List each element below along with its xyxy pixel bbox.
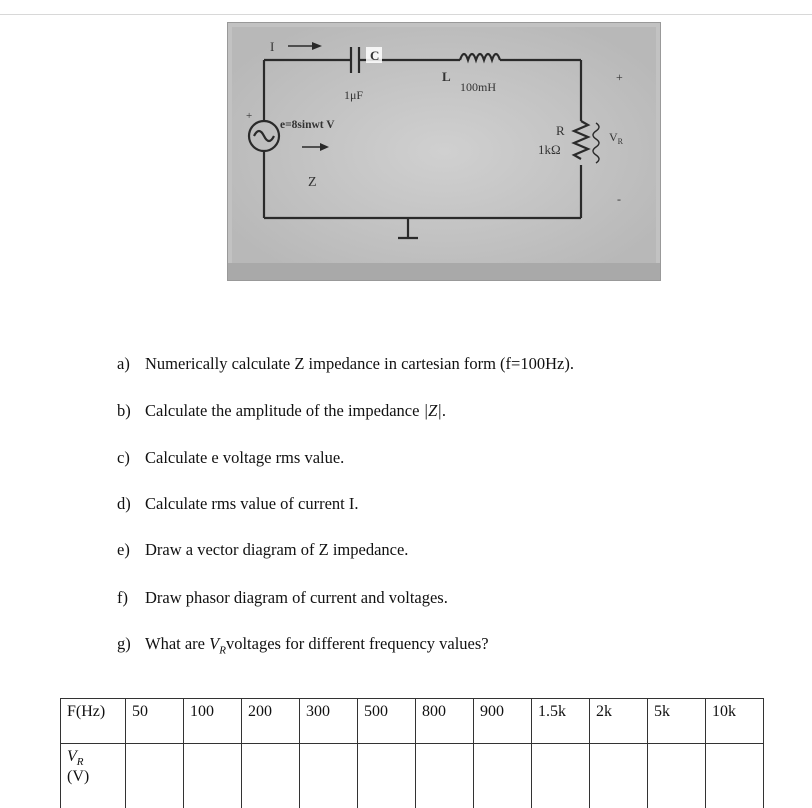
- circuit-figure: [227, 22, 661, 281]
- frequency-cell: 800: [416, 699, 474, 744]
- top-divider: [0, 14, 812, 15]
- question-b: b) Calculate the amplitude of the impedance |Z|.: [117, 401, 446, 421]
- frequency-cell: 300: [300, 699, 358, 744]
- vr-cell[interactable]: [590, 744, 648, 808]
- vr-row: [61, 744, 764, 808]
- frequency-header-row: [61, 699, 764, 744]
- impedance-label: Z: [308, 175, 317, 190]
- vr-row-label: $V_R$ (V): [61, 744, 126, 808]
- resistor-label: R: [556, 123, 565, 138]
- question-d: d) Calculate rms value of current I.: [117, 494, 359, 514]
- frequency-cell: 500: [358, 699, 416, 744]
- frequency-cell: 1.5k: [532, 699, 590, 744]
- frequency-cell: 900: [474, 699, 532, 744]
- source-plus-sign: +: [246, 110, 252, 122]
- vr-cell[interactable]: [416, 744, 474, 808]
- circuit-diagram: [228, 23, 660, 280]
- vr-cell[interactable]: [706, 744, 764, 808]
- question-c: c) Calculate e voltage rms value.: [117, 448, 344, 468]
- vr-cell[interactable]: [532, 744, 590, 808]
- vr-cell[interactable]: [358, 744, 416, 808]
- vr-cell[interactable]: [184, 744, 242, 808]
- source-label: e=8sinwt V: [280, 119, 335, 131]
- resistor-value: 1kΩ: [538, 142, 561, 157]
- vr-plus-sign: +: [616, 70, 623, 84]
- capacitor-label: C: [370, 48, 379, 63]
- current-label: I: [270, 39, 274, 54]
- frequency-cell: 200: [242, 699, 300, 744]
- vr-cell[interactable]: [648, 744, 706, 808]
- frequency-cell: 50: [126, 699, 184, 744]
- question-a: a) Numerically calculate Z impedance in cartesian form (f=100Hz).: [117, 354, 574, 374]
- photo-bottom-strip: [228, 263, 660, 280]
- question-e: e) Draw a vector diagram of Z impedance.: [117, 540, 408, 560]
- frequency-cell: 5k: [648, 699, 706, 744]
- vr-cell[interactable]: [126, 744, 184, 808]
- question-g: g) What are $V_Rvoltages$ for different frequency values?: [117, 634, 489, 656]
- capacitor-value: 1μF: [344, 88, 363, 102]
- frequency-header-label: F(Hz): [61, 699, 126, 744]
- vr-minus-sign: -: [617, 192, 621, 206]
- frequency-cell: 2k: [590, 699, 648, 744]
- frequency-table: [60, 698, 764, 808]
- question-f: f) Draw phasor diagram of current and voltages.: [117, 588, 448, 608]
- vr-cell[interactable]: [300, 744, 358, 808]
- inductor-label: L: [442, 69, 451, 84]
- vr-cell[interactable]: [474, 744, 532, 808]
- frequency-cell: 10k: [706, 699, 764, 744]
- inductor-value: 100mH: [460, 80, 496, 94]
- vr-label: $V_R$: [609, 130, 624, 146]
- frequency-cell: 100: [184, 699, 242, 744]
- vr-cell[interactable]: [242, 744, 300, 808]
